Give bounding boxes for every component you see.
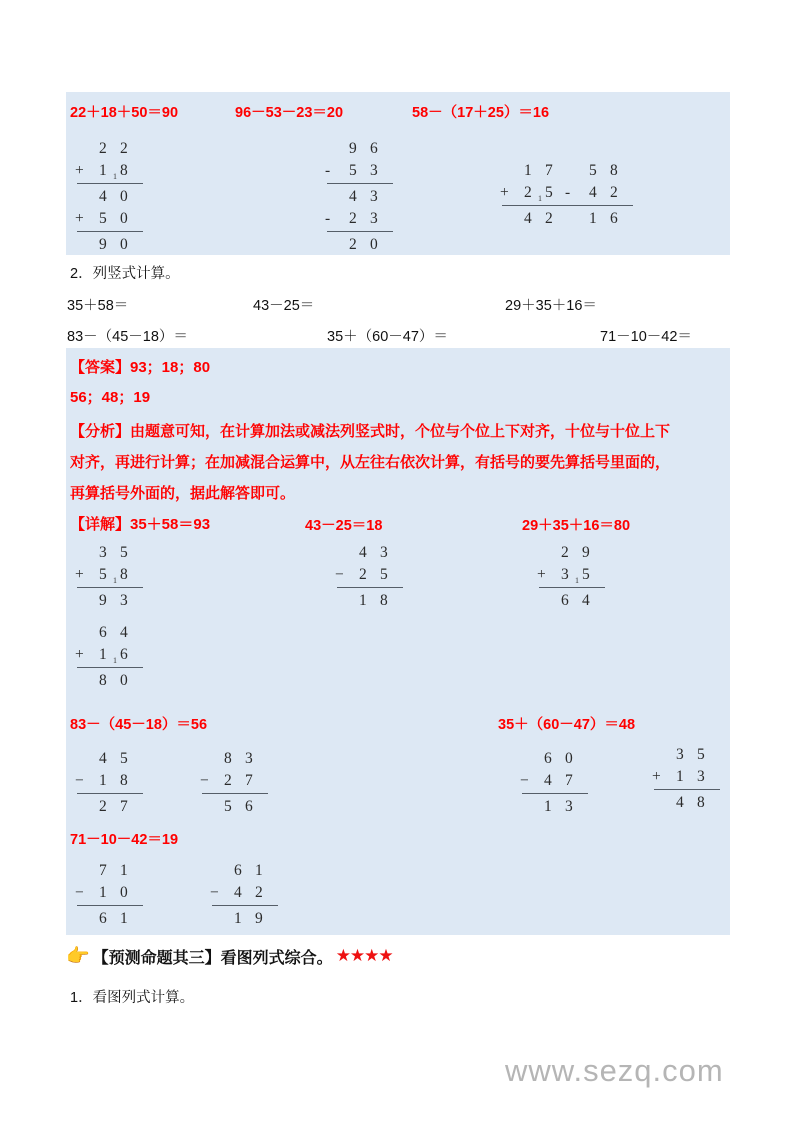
pointing-hand-icon: 👉 <box>66 946 90 967</box>
calc-digit-ones: 3 <box>370 188 378 205</box>
calc-digit-ones: 7 <box>565 772 573 789</box>
calc-row <box>325 234 397 256</box>
calc-operator: + <box>75 646 84 663</box>
calc-digit-tens: 1 <box>234 910 242 927</box>
calc-digit-ones: 1 <box>255 862 263 879</box>
panel-one-expression-1: 22＋18＋50＝90 <box>70 105 179 121</box>
calc-digit-ones: 8 <box>120 162 128 179</box>
calc-carry-mark: 1 <box>575 576 579 585</box>
calc-row <box>500 160 572 182</box>
calc-row <box>520 796 592 818</box>
calc-digit-ones: 4 <box>582 592 590 609</box>
vcalc-35-plus-13 <box>652 744 724 814</box>
calc-digit-tens: 6 <box>544 750 552 767</box>
calc-digit-ones: 7 <box>120 798 128 815</box>
calc-carry-mark: 1 <box>113 172 117 181</box>
calc-operator: + <box>75 210 84 227</box>
calc-digit-ones: 9 <box>255 910 263 927</box>
calc-digit-ones: 8 <box>380 592 388 609</box>
detail-expression-3: 29＋35＋16＝80 <box>522 518 631 534</box>
calc-rule-line <box>327 231 393 232</box>
calc-row <box>200 748 272 770</box>
calc-digit-ones: 7 <box>245 772 253 789</box>
calc-digit-ones: 5 <box>582 566 590 583</box>
vcalc-35-plus-58 <box>75 542 147 612</box>
calc-digit-ones: 0 <box>370 236 378 253</box>
calc-digit-ones: 8 <box>120 772 128 789</box>
calc-digit-tens: 4 <box>349 188 357 205</box>
calc-digit-tens: 9 <box>99 592 107 609</box>
calc-digit-ones: 0 <box>120 188 128 205</box>
calc-row <box>335 542 407 564</box>
calc-rule-line <box>539 587 605 588</box>
calc-digit-tens: 5 <box>99 566 107 583</box>
calc-digit-tens: 4 <box>524 210 532 227</box>
calc-row <box>75 542 147 564</box>
calc-digit-ones: 5 <box>545 184 553 201</box>
panel-one-expression-3: 58－（17＋25）＝16 <box>412 105 550 121</box>
calc-row <box>537 564 609 586</box>
calc-digit-tens: 5 <box>349 162 357 179</box>
calc-row <box>75 860 147 882</box>
vcalc-83-minus-27 <box>200 748 272 818</box>
calc-digit-ones: 0 <box>120 210 128 227</box>
calc-row <box>75 644 147 666</box>
calc-digit-ones: 0 <box>120 884 128 901</box>
calc-digit-ones: 1 <box>120 862 128 879</box>
calc-digit-tens: 3 <box>99 544 107 561</box>
calc-rule-line <box>77 231 143 232</box>
calc-operator: + <box>652 768 661 785</box>
calc-rule-line <box>202 793 268 794</box>
calc-digit-ones: 0 <box>120 672 128 689</box>
calc-digit-ones: 3 <box>370 162 378 179</box>
vcalc-22-18-50 <box>75 138 147 256</box>
calc-rule-line <box>77 905 143 906</box>
calc-operator: − <box>210 884 219 901</box>
calc-digit-ones: 9 <box>582 544 590 561</box>
calc-operator: + <box>537 566 546 583</box>
calc-digit-tens: 1 <box>99 162 107 179</box>
calc-digit-ones: 4 <box>120 624 128 641</box>
calc-rule-line <box>522 793 588 794</box>
calc-row <box>565 182 637 204</box>
calc-row <box>75 160 147 182</box>
vcalc-43-minus-25 <box>335 542 407 612</box>
calc-row <box>75 208 147 230</box>
calc-carry-mark: 1 <box>113 656 117 665</box>
calc-operator: + <box>75 566 84 583</box>
calc-digit-tens: 5 <box>99 210 107 227</box>
calc-digit-ones: 5 <box>120 544 128 561</box>
calc-digit-tens: 1 <box>99 646 107 663</box>
analysis-line-1: 【分析】由题意可知，在计算加法或减法列竖式时，个位与个位上下对齐，十位与十位上下 <box>70 423 671 440</box>
calc-digit-tens: 1 <box>589 210 597 227</box>
calc-digit-tens: 4 <box>99 750 107 767</box>
calc-digit-tens: 8 <box>224 750 232 767</box>
calc-row <box>75 590 147 612</box>
calc-digit-tens: 3 <box>561 566 569 583</box>
calc-digit-tens: 2 <box>561 544 569 561</box>
prediction-heading <box>66 944 393 968</box>
calc-digit-ones: 1 <box>120 910 128 927</box>
calc-row <box>210 908 282 930</box>
calc-digit-tens: 2 <box>359 566 367 583</box>
calc-digit-ones: 2 <box>610 184 618 201</box>
question-2-item-5: 35＋（60－47）＝ <box>327 329 448 345</box>
calc-digit-tens: 4 <box>676 794 684 811</box>
calc-digit-tens: 2 <box>349 236 357 253</box>
calc-row <box>500 182 572 204</box>
vcalc-60-minus-47 <box>520 748 592 818</box>
vcalc-64-plus-16 <box>75 622 147 692</box>
calc-digit-ones: 6 <box>245 798 253 815</box>
answer-line-1: 【答案】93；18；80 <box>70 359 211 376</box>
calc-digit-ones: 3 <box>697 768 705 785</box>
calc-digit-tens: 2 <box>524 184 532 201</box>
calc-digit-ones: 8 <box>610 162 618 179</box>
calc-row <box>325 138 397 160</box>
detail-expression-2: 43－25＝18 <box>305 518 383 534</box>
vcalc-17-plus-25 <box>500 160 572 230</box>
calc-rule-line <box>654 789 720 790</box>
vcalc-61-minus-42 <box>210 860 282 930</box>
calc-row <box>200 796 272 818</box>
calc-digit-ones: 6 <box>610 210 618 227</box>
calc-rule-line <box>337 587 403 588</box>
calc-row <box>537 590 609 612</box>
question-2-item-2: 43－25＝ <box>253 298 315 314</box>
calc-operator: - <box>325 210 331 227</box>
calc-carry-mark: 1 <box>538 194 542 203</box>
calc-operator: + <box>75 162 84 179</box>
calc-digit-tens: 6 <box>99 910 107 927</box>
analysis-line-3: 再算括号外面的，据此解答即可。 <box>70 485 296 502</box>
calc-row <box>335 590 407 612</box>
site-watermark: www.sezq.com <box>505 1053 724 1088</box>
calc-rule-line <box>77 793 143 794</box>
calc-row <box>520 748 592 770</box>
detail-expression-83: 83－（45－18）＝56 <box>70 717 208 733</box>
calc-digit-tens: 1 <box>676 768 684 785</box>
calc-digit-ones: 3 <box>370 210 378 227</box>
calc-digit-tens: 2 <box>224 772 232 789</box>
detail-expression-71: 71－10－42＝19 <box>70 832 179 848</box>
calc-digit-tens: 1 <box>99 772 107 789</box>
calc-operator: − <box>75 884 84 901</box>
calc-row <box>210 882 282 904</box>
calc-row <box>652 744 724 766</box>
calc-digit-ones: 3 <box>380 544 388 561</box>
calc-digit-tens: 2 <box>99 798 107 815</box>
calc-digit-tens: 6 <box>561 592 569 609</box>
calc-digit-tens: 1 <box>544 798 552 815</box>
calc-row <box>75 622 147 644</box>
calc-row <box>75 138 147 160</box>
calc-rule-line <box>327 183 393 184</box>
calc-digit-tens: 6 <box>99 624 107 641</box>
calc-row <box>325 160 397 182</box>
calc-digit-tens: 3 <box>676 746 684 763</box>
calc-digit-ones: 5 <box>120 750 128 767</box>
calc-digit-tens: 4 <box>99 188 107 205</box>
calc-row <box>325 186 397 208</box>
calc-digit-tens: 2 <box>99 140 107 157</box>
calc-digit-tens: 9 <box>99 236 107 253</box>
vcalc-58-minus-42 <box>565 160 637 230</box>
calc-row <box>537 542 609 564</box>
calc-operator: − <box>200 772 209 789</box>
calc-row <box>75 670 147 692</box>
calc-operator: - <box>565 184 571 201</box>
calc-digit-ones: 6 <box>120 646 128 663</box>
calc-row <box>210 860 282 882</box>
calc-row <box>75 234 147 256</box>
question-2-item-4: 83－（45－18）＝ <box>67 329 188 345</box>
vcalc-29-plus-35 <box>537 542 609 612</box>
calc-digit-tens: 1 <box>359 592 367 609</box>
panel-one-expression-2: 96－53－23＝20 <box>235 105 344 121</box>
calc-digit-ones: 7 <box>545 162 553 179</box>
calc-digit-ones: 2 <box>255 884 263 901</box>
calc-digit-tens: 1 <box>524 162 532 179</box>
question-2-item-3: 29＋35＋16＝ <box>505 298 597 314</box>
calc-digit-ones: 2 <box>120 140 128 157</box>
calc-row <box>652 766 724 788</box>
calc-rule-line <box>77 667 143 668</box>
calc-row <box>75 908 147 930</box>
calc-digit-tens: 8 <box>99 672 107 689</box>
question-2-item-6: 71－10－42＝ <box>600 329 692 345</box>
calc-row <box>565 160 637 182</box>
calc-digit-ones: 0 <box>120 236 128 253</box>
calc-digit-tens: 1 <box>99 884 107 901</box>
analysis-line-2: 对齐，再进行计算；在加减混合运算中，从左往右依次计算，有括号的要先算括号里面的， <box>70 454 671 471</box>
calc-digit-ones: 0 <box>565 750 573 767</box>
calc-operator: − <box>335 566 344 583</box>
calc-digit-tens: 2 <box>349 210 357 227</box>
calc-digit-ones: 8 <box>697 794 705 811</box>
calc-operator: − <box>75 772 84 789</box>
calc-digit-tens: 4 <box>234 884 242 901</box>
calc-operator: − <box>520 772 529 789</box>
calc-row <box>565 208 637 230</box>
calc-digit-ones: 3 <box>565 798 573 815</box>
question-2-label: 2．列竖式计算。 <box>70 266 180 282</box>
prediction-heading-text: 【预测命题其三】看图列式综合。 <box>92 949 333 967</box>
calc-rule-line <box>77 183 143 184</box>
calc-digit-tens: 4 <box>589 184 597 201</box>
calc-row <box>335 564 407 586</box>
difficulty-stars: ★★★★ <box>335 946 393 965</box>
calc-row <box>500 208 572 230</box>
calc-digit-ones: 6 <box>370 140 378 157</box>
calc-row <box>75 770 147 792</box>
calc-rule-line <box>77 587 143 588</box>
calc-row <box>75 564 147 586</box>
detail-expression-35: 35＋（60－47）＝48 <box>498 717 636 733</box>
calc-digit-tens: 4 <box>544 772 552 789</box>
calc-digit-ones: 5 <box>697 746 705 763</box>
calc-digit-tens: 4 <box>359 544 367 561</box>
calc-rule-line <box>502 205 568 206</box>
calc-row <box>75 186 147 208</box>
calc-digit-ones: 8 <box>120 566 128 583</box>
vcalc-45-minus-18 <box>75 748 147 818</box>
calc-digit-ones: 2 <box>545 210 553 227</box>
calc-row <box>325 208 397 230</box>
vcalc-96-53-23 <box>325 138 397 256</box>
detail-label-expression-1: 【详解】35＋58＝93 <box>70 516 211 533</box>
calc-digit-tens: 5 <box>224 798 232 815</box>
calc-rule-line <box>212 905 278 906</box>
calc-rule-line <box>567 205 633 206</box>
calc-digit-ones: 3 <box>120 592 128 609</box>
vcalc-71-minus-10 <box>75 860 147 930</box>
last-question-label: 1．看图列式计算。 <box>70 990 195 1006</box>
calc-digit-tens: 7 <box>99 862 107 879</box>
answer-line-2: 56；48；19 <box>70 389 151 406</box>
question-2-item-1: 35＋58＝ <box>67 298 129 314</box>
calc-digit-tens: 6 <box>234 862 242 879</box>
calc-row <box>75 748 147 770</box>
calc-row <box>75 796 147 818</box>
calc-operator: + <box>500 184 509 201</box>
calc-digit-tens: 5 <box>589 162 597 179</box>
calc-digit-tens: 9 <box>349 140 357 157</box>
calc-digit-ones: 5 <box>380 566 388 583</box>
calc-operator: - <box>325 162 331 179</box>
calc-row <box>520 770 592 792</box>
calc-carry-mark: 1 <box>113 576 117 585</box>
calc-row <box>75 882 147 904</box>
calc-digit-ones: 3 <box>245 750 253 767</box>
calc-row <box>200 770 272 792</box>
calc-row <box>652 792 724 814</box>
